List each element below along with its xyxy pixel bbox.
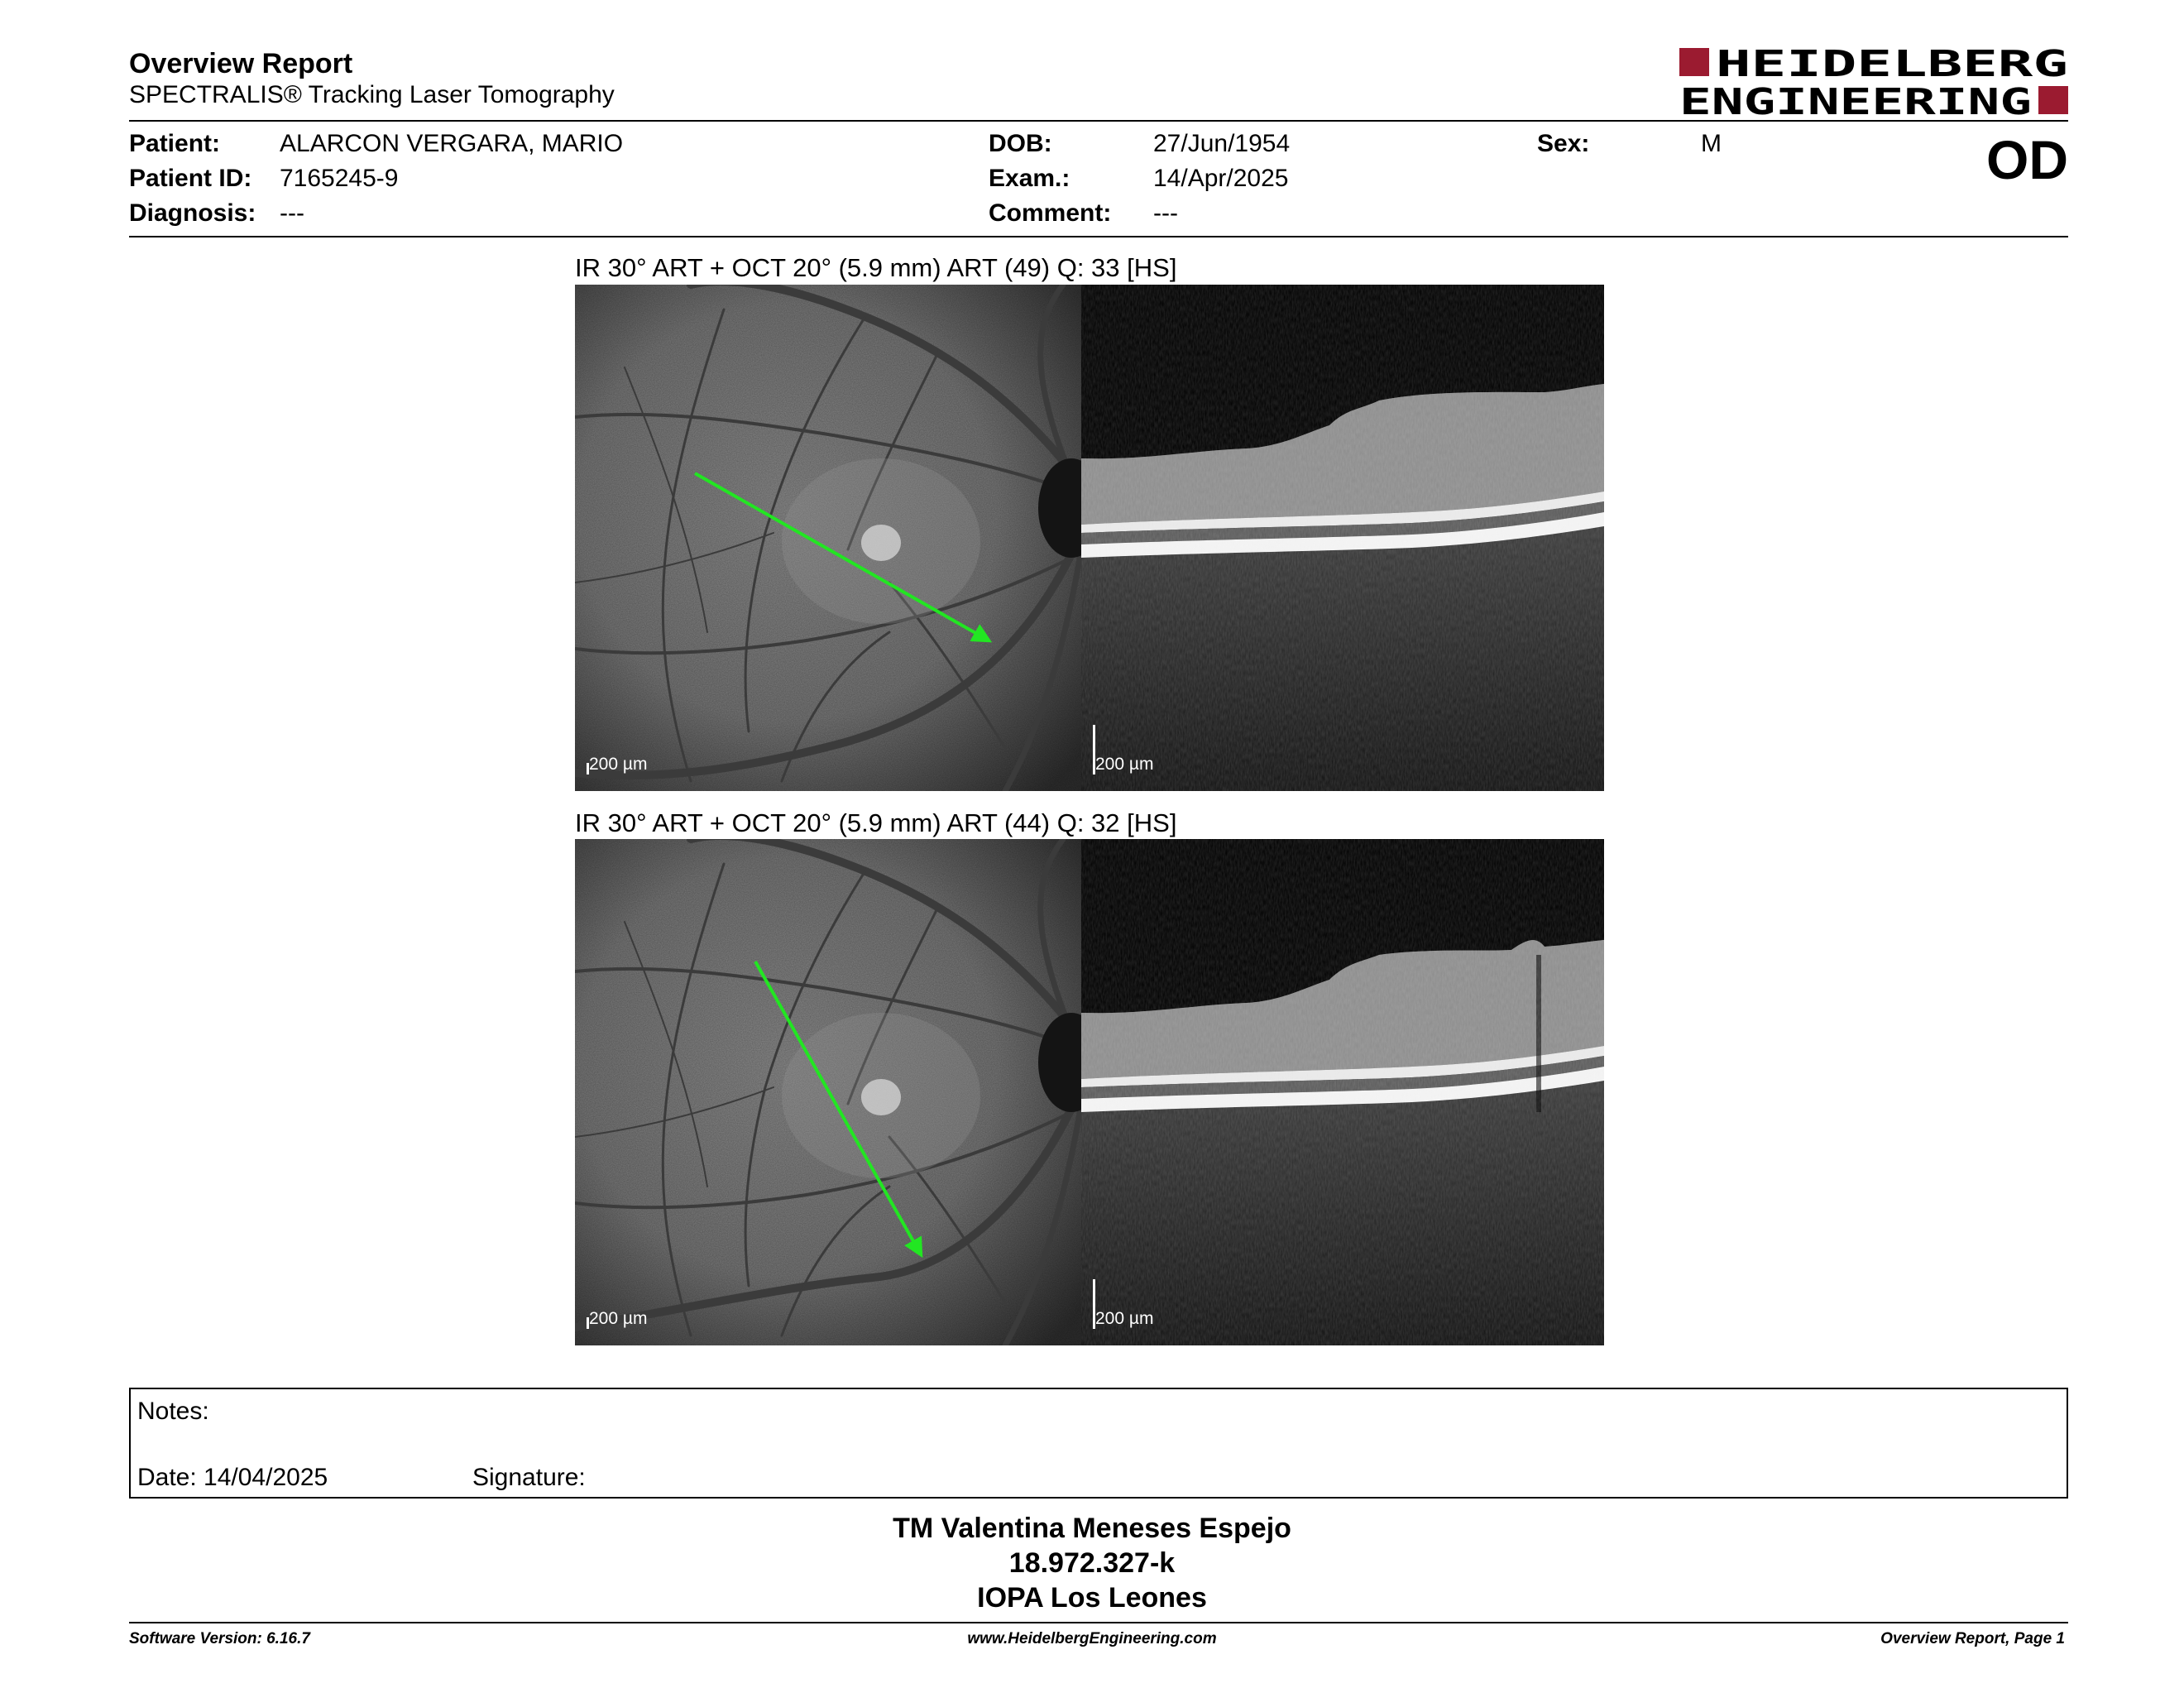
diagnosis-value: --- (280, 199, 304, 227)
scan-1-oct-scale (1093, 725, 1153, 774)
scan-1-title: IR 30° ART + OCT 20° (5.9 mm) ART (49) Q: 33 [HS] (575, 253, 1177, 282)
scan-2-oct-scale-label: 200 µm (1095, 1309, 1154, 1328)
patient-id: 7165245-9 (280, 165, 399, 192)
scan-2-fundus-scale-label: 200 µm (589, 1309, 648, 1328)
logo-line1: HEIDELBERG (1716, 45, 2068, 85)
website-link[interactable]: www.HeidelbergEngineering.com (967, 1630, 1217, 1647)
notes-box[interactable] (129, 1388, 2068, 1499)
scan-2-image (575, 839, 1604, 1345)
software-version: Software Version: 6.16.7 (129, 1630, 310, 1647)
logo-line2: ENGINEERING (1679, 81, 2032, 119)
scan-2-title: IR 30° ART + OCT 20° (5.9 mm) ART (44) Q: 32 [HS] (575, 808, 1177, 837)
scan-1-oct-bscan (1081, 285, 1604, 791)
sex-value: M (1701, 130, 1722, 157)
exam-label: Exam.: (989, 165, 1070, 192)
scan-1-image (575, 285, 1604, 791)
exam-value: 14/Apr/2025 (1153, 165, 1289, 192)
dob-value: 27/Jun/1954 (1153, 130, 1291, 157)
scan-1-oct-scale-label: 200 µm (1095, 755, 1154, 774)
scan-1-fundus-scale-label: 200 µm (589, 755, 648, 774)
scan-1-fundus-image (575, 285, 1081, 791)
report-subtitle: SPECTRALIS® Tracking Laser Tomography (129, 81, 615, 108)
patient-rule (129, 236, 2068, 237)
scan-2-oct-bscan (1081, 839, 1604, 1345)
signatory-id: 18.972.327-k (1008, 1547, 1176, 1579)
heidelberg-logo (1679, 45, 2068, 119)
notes-date: Date: 14/04/2025 (137, 1464, 328, 1491)
eye-indicator: OD (1986, 129, 2068, 190)
dob-label: DOB: (989, 130, 1052, 157)
scan-2-fundus-image (575, 839, 1081, 1345)
scan-2-oct-scale (1093, 1279, 1153, 1329)
diagnosis-label: Diagnosis: (129, 199, 256, 227)
patient-id-label: Patient ID: (129, 165, 252, 192)
patient-label: Patient: (129, 130, 221, 157)
comment-value: --- (1153, 199, 1178, 227)
scan-1-fundus-scale (587, 755, 647, 774)
notes-signature: Signature: (472, 1464, 586, 1491)
signatory-institution: IOPA Los Leones (977, 1582, 1207, 1614)
page-indicator: Overview Report, Page 1 (1880, 1630, 2065, 1647)
footer-rule (129, 1622, 2068, 1623)
notes-label: Notes: (137, 1398, 209, 1425)
scan-2-fundus-scale (587, 1309, 647, 1329)
report-title: Overview Report (129, 48, 353, 79)
header-rule (129, 120, 2068, 122)
comment-label: Comment: (989, 199, 1112, 227)
patient-name: ALARCON VERGARA, MARIO (280, 130, 624, 157)
signatory-name: TM Valentina Meneses Espejo (893, 1513, 1291, 1544)
sex-label: Sex: (1537, 130, 1590, 157)
